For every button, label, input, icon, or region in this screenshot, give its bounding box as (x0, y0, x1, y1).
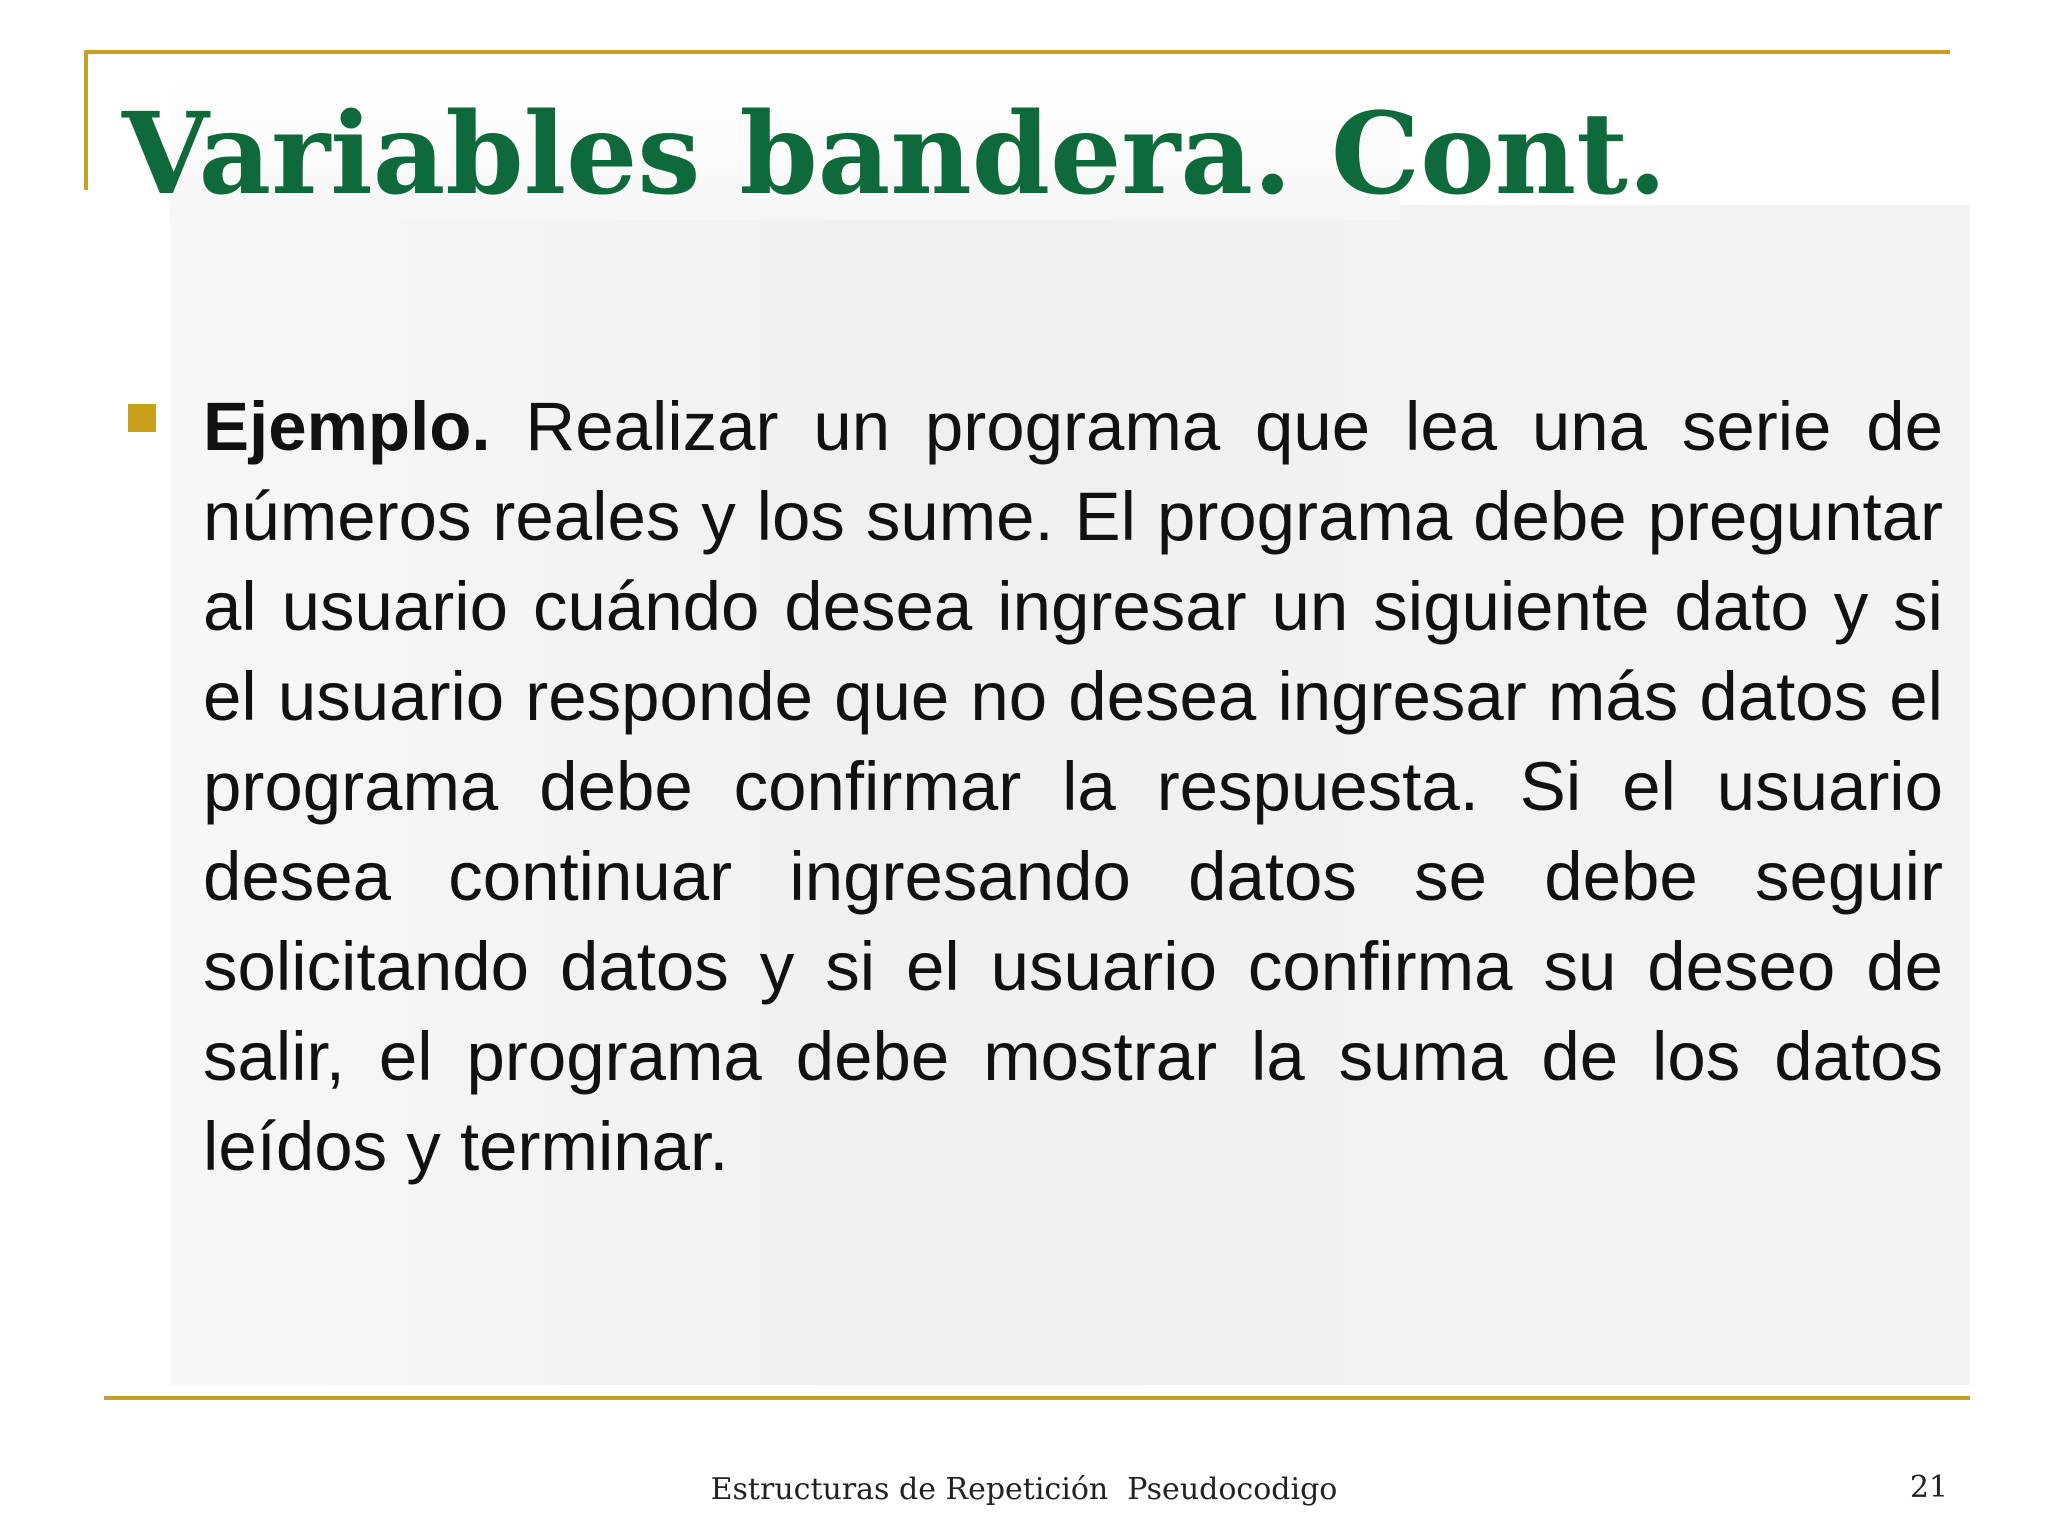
square-bullet-icon (128, 404, 156, 432)
top-rule (84, 50, 1950, 54)
footer-text: Estructuras de Repetición Pseudocodigo (710, 1472, 1338, 1507)
slide-title: Variables bandera. Cont. (122, 89, 1667, 220)
page-number: 21 (1909, 1470, 1948, 1505)
bottom-rule (104, 1396, 1970, 1400)
bullet-paragraph (203, 382, 1943, 1192)
bullet-lead: Ejemplo. (203, 388, 491, 465)
bullet-text: Realizar un programa que lea una serie de números reales y los sume. El programa debe preguntar al usuario cuándo desea ingresar un siguiente dato y si el usuario responde que no desea ingresar más datos el programa debe confirmar la respuesta. Si el usuario desea continuar ingresando datos se debe seguir solicitando datos y si el usuario confirma su deseo de salir, el programa debe mostrar la suma de los datos leídos y terminar. (203, 388, 1944, 1185)
left-rule (84, 50, 88, 190)
